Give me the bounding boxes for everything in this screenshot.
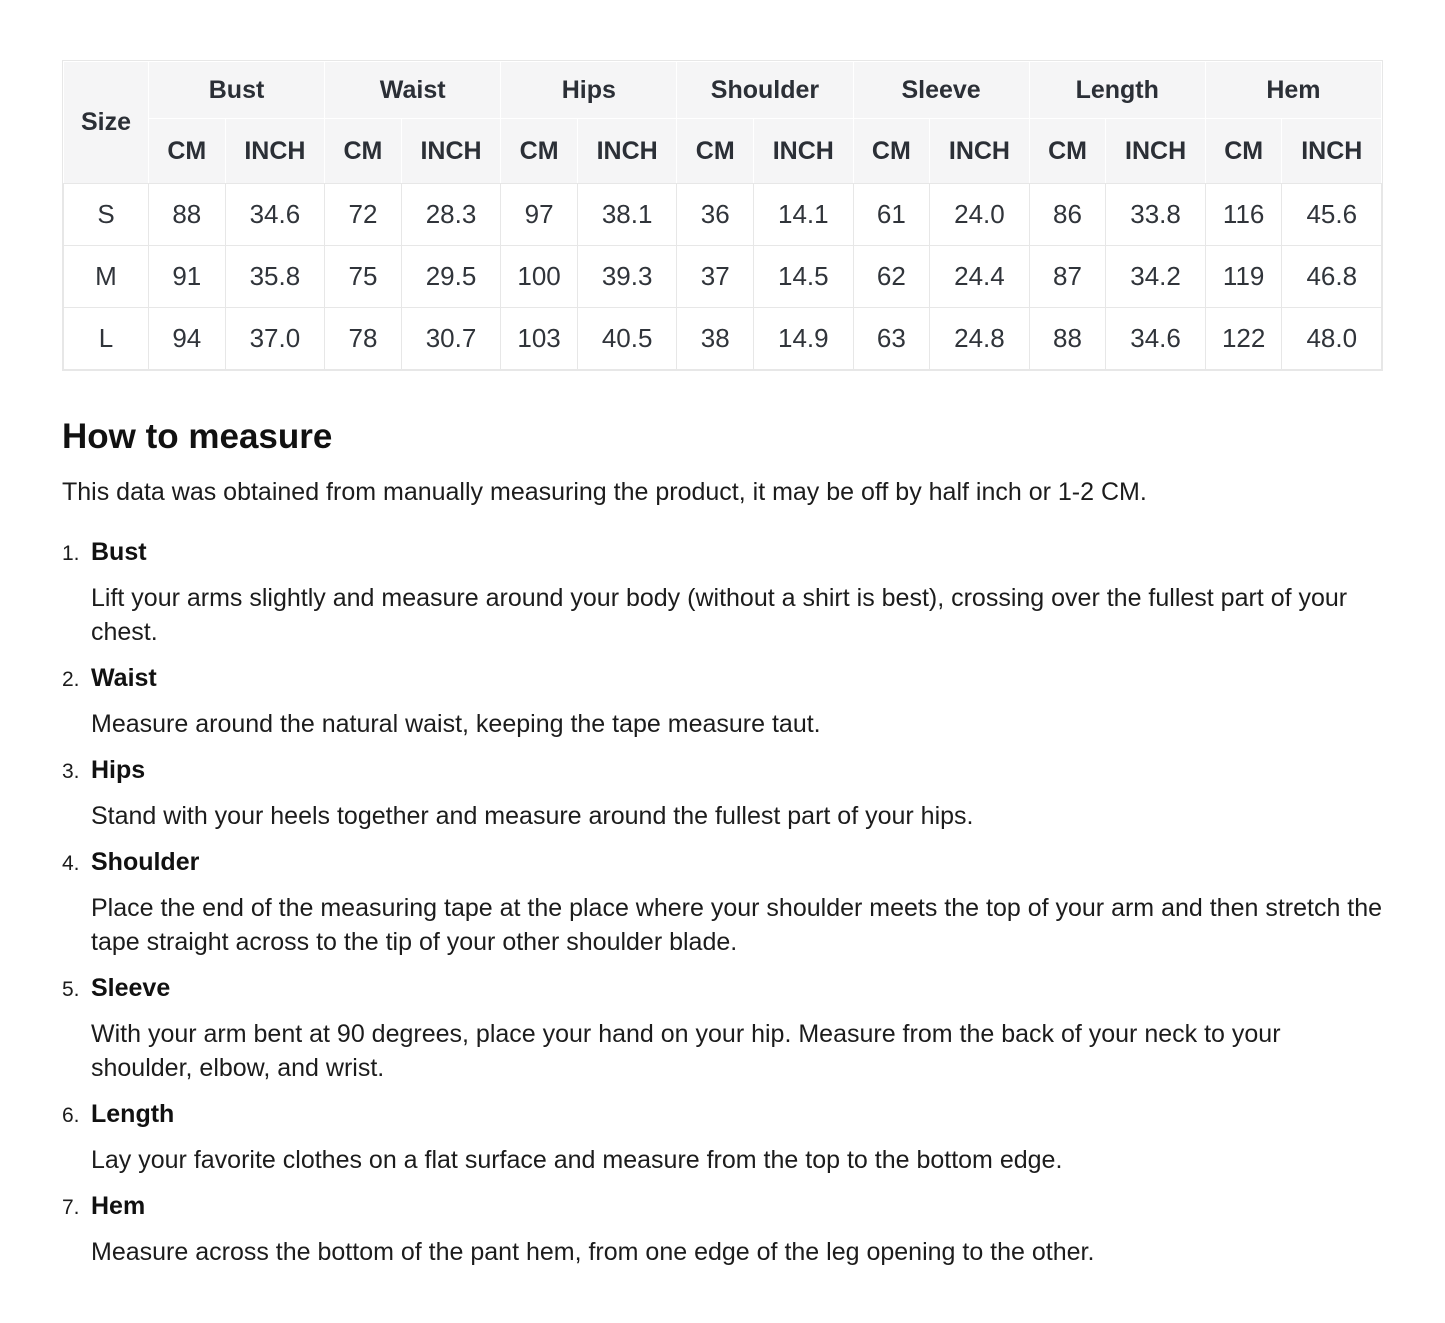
step-description: Measure across the bottom of the pant hem, from one edge of the leg opening to the other. — [91, 1238, 1095, 1267]
unit-header-inch: INCH — [930, 119, 1029, 184]
value-cell: 72 — [325, 184, 402, 246]
step-description: Measure around the natural waist, keeping the tape measure taut. — [91, 710, 821, 739]
table-group-header-row — [64, 62, 1382, 119]
unit-header-cm: CM — [325, 119, 402, 184]
size-cell: M — [64, 246, 149, 308]
measure-step-shoulder — [62, 847, 1383, 959]
size-cell: L — [64, 308, 149, 370]
value-cell: 48.0 — [1282, 308, 1382, 370]
value-cell: 63 — [853, 308, 930, 370]
value-cell: 122 — [1205, 308, 1282, 370]
unit-header-cm: CM — [677, 119, 754, 184]
value-cell: 33.8 — [1106, 184, 1205, 246]
step-number: 7. — [62, 1196, 80, 1220]
value-cell: 86 — [1029, 184, 1106, 246]
column-header-size: Size — [64, 62, 149, 184]
table-row-size-l — [64, 308, 1382, 370]
measure-step-sleeve — [62, 973, 1383, 1085]
value-cell: 88 — [1029, 308, 1106, 370]
column-header-bust: Bust — [148, 62, 324, 119]
unit-header-inch: INCH — [754, 119, 853, 184]
step-heading — [62, 755, 1383, 789]
value-cell: 37.0 — [225, 308, 324, 370]
step-description: Lay your favorite clothes on a flat surface and measure from the top to the bottom edge. — [91, 1146, 1063, 1175]
unit-header-cm: CM — [853, 119, 930, 184]
size-chart-table-wrapper — [62, 60, 1383, 371]
value-cell: 24.8 — [930, 308, 1029, 370]
value-cell: 103 — [501, 308, 578, 370]
measure-step-hem — [62, 1191, 1383, 1269]
step-number: 4. — [62, 852, 80, 876]
value-cell: 78 — [325, 308, 402, 370]
step-number: 3. — [62, 760, 80, 784]
unit-header-inch: INCH — [401, 119, 500, 184]
value-cell: 94 — [148, 308, 225, 370]
value-cell: 34.6 — [1106, 308, 1205, 370]
value-cell: 87 — [1029, 246, 1106, 308]
measure-step-hips — [62, 755, 1383, 833]
size-chart-table — [63, 61, 1382, 370]
step-number: 6. — [62, 1104, 80, 1128]
value-cell: 100 — [501, 246, 578, 308]
how-to-measure-title: How to measure — [62, 417, 333, 456]
size-cell: S — [64, 184, 149, 246]
column-header-hem: Hem — [1205, 62, 1381, 119]
column-header-waist: Waist — [325, 62, 501, 119]
unit-header-inch: INCH — [577, 119, 676, 184]
value-cell: 36 — [677, 184, 754, 246]
value-cell: 61 — [853, 184, 930, 246]
step-term: Shoulder — [91, 848, 200, 877]
step-term: Hem — [91, 1192, 146, 1221]
value-cell: 38 — [677, 308, 754, 370]
value-cell: 28.3 — [401, 184, 500, 246]
step-number: 1. — [62, 542, 80, 566]
value-cell: 34.6 — [225, 184, 324, 246]
measure-step-length — [62, 1099, 1383, 1177]
value-cell: 29.5 — [401, 246, 500, 308]
value-cell: 116 — [1205, 184, 1282, 246]
unit-header-cm: CM — [1205, 119, 1282, 184]
step-heading — [62, 1191, 1383, 1225]
step-heading — [62, 663, 1383, 697]
table-row-size-m — [64, 246, 1382, 308]
step-description: Lift your arms slightly and measure around your body (without a shirt is best), crossing over the fullest part of your chest. — [91, 584, 1348, 647]
unit-header-inch: INCH — [1282, 119, 1382, 184]
value-cell: 34.2 — [1106, 246, 1205, 308]
value-cell: 40.5 — [577, 308, 676, 370]
step-description: Stand with your heels together and measure around the fullest part of your hips. — [91, 802, 974, 831]
step-term: Length — [91, 1100, 175, 1129]
value-cell: 91 — [148, 246, 225, 308]
measure-step-bust — [62, 537, 1383, 649]
column-header-hips: Hips — [501, 62, 677, 119]
value-cell: 88 — [148, 184, 225, 246]
step-number: 2. — [62, 668, 80, 692]
value-cell: 35.8 — [225, 246, 324, 308]
step-term: Hips — [91, 756, 146, 785]
unit-header-inch: INCH — [1106, 119, 1205, 184]
step-description: Place the end of the measuring tape at the place where your shoulder meets the top of your arm and then stretch the tape straight across to the tip of your other shoulder blade. — [91, 894, 1383, 957]
unit-header-inch: INCH — [225, 119, 324, 184]
step-heading — [62, 537, 1383, 571]
step-description: With your arm bent at 90 degrees, place your hand on your hip. Measure from the back of your neck to your shoulder, elbow, and wrist. — [91, 1020, 1281, 1083]
step-heading — [62, 847, 1383, 881]
table-row-size-s — [64, 184, 1382, 246]
step-term: Bust — [91, 538, 147, 567]
value-cell: 14.1 — [754, 184, 853, 246]
value-cell: 38.1 — [577, 184, 676, 246]
step-heading — [62, 1099, 1383, 1133]
column-header-sleeve: Sleeve — [853, 62, 1029, 119]
value-cell: 46.8 — [1282, 246, 1382, 308]
column-header-length: Length — [1029, 62, 1205, 119]
value-cell: 24.4 — [930, 246, 1029, 308]
value-cell: 75 — [325, 246, 402, 308]
value-cell: 45.6 — [1282, 184, 1382, 246]
value-cell: 39.3 — [577, 246, 676, 308]
value-cell: 37 — [677, 246, 754, 308]
value-cell: 62 — [853, 246, 930, 308]
measure-disclaimer-text: This data was obtained from manually measuring the product, it may be off by half inch or 1-2 CM. — [62, 478, 1147, 507]
unit-header-cm: CM — [148, 119, 225, 184]
step-term: Waist — [91, 664, 157, 693]
unit-header-cm: CM — [1029, 119, 1106, 184]
step-number: 5. — [62, 978, 80, 1002]
measure-steps-list — [62, 537, 1383, 1269]
column-header-shoulder: Shoulder — [677, 62, 853, 119]
step-heading — [62, 973, 1383, 1007]
value-cell: 97 — [501, 184, 578, 246]
value-cell: 30.7 — [401, 308, 500, 370]
table-units-header-row — [64, 119, 1382, 184]
measure-step-waist — [62, 663, 1383, 741]
value-cell: 14.9 — [754, 308, 853, 370]
unit-header-cm: CM — [501, 119, 578, 184]
value-cell: 24.0 — [930, 184, 1029, 246]
value-cell: 14.5 — [754, 246, 853, 308]
step-term: Sleeve — [91, 974, 171, 1003]
value-cell: 119 — [1205, 246, 1282, 308]
